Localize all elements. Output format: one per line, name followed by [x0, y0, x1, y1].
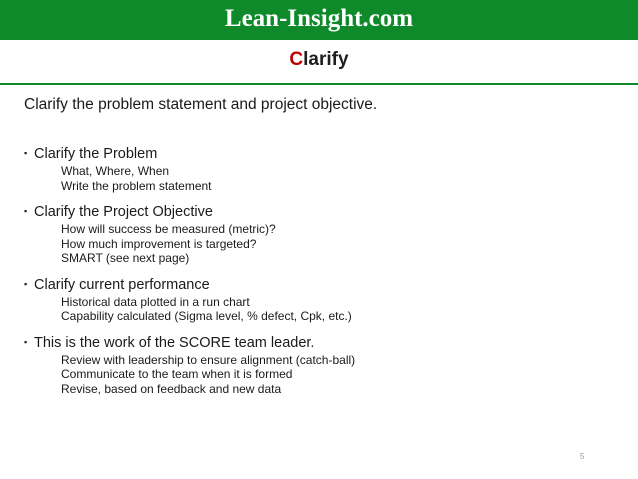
sub-item: How will success be measured (metric)?: [61, 222, 276, 236]
square-bullet-icon: ▪: [24, 336, 28, 347]
section-clarify-problem: [24, 144, 624, 193]
sub-item: SMART (see next page): [61, 251, 190, 265]
section-clarify-objective: [24, 202, 624, 266]
bullet-heading-text: This is the work of the SCORE team leader.: [34, 334, 315, 351]
site-name: Lean-Insight.com: [224, 5, 414, 32]
bullet-heading: [24, 202, 624, 222]
intro-text: Clarify the problem statement and project objective.: [24, 96, 378, 113]
bullet-heading: [24, 275, 624, 295]
bullet-heading-text: Clarify current performance: [34, 276, 210, 293]
bullet-heading: [24, 333, 624, 353]
sub-item: What, Where, When: [61, 164, 170, 178]
sub-item: Review with leadership to ensure alignment (catch-ball): [61, 352, 356, 367]
site-banner: [0, 0, 638, 40]
sub-item: Historical data plotted in a run chart: [61, 294, 250, 309]
sub-item: Communicate to the team when it is formed: [61, 367, 293, 381]
slide-title: [0, 49, 638, 71]
sub-item: Capability calculated (Sigma level, % defect, Cpk, etc.): [61, 309, 352, 323]
bullet-list: [24, 144, 624, 405]
bullet-heading-text: Clarify the Project Objective: [34, 204, 213, 220]
section-clarify-performance: [24, 275, 624, 324]
square-bullet-icon: ▪: [24, 206, 28, 216]
page-number: 5: [580, 452, 585, 461]
title-first-letter: C: [289, 49, 304, 70]
section-team-leader: [24, 333, 624, 397]
title-rest: larify: [303, 49, 349, 70]
square-bullet-icon: ▪: [24, 278, 28, 289]
sub-item: Revise, based on feedback and new data: [61, 381, 282, 396]
bullet-heading-text: Clarify the Problem: [34, 146, 158, 162]
bullet-heading: [24, 144, 624, 164]
title-divider: [0, 83, 638, 85]
sub-item: Write the problem statement: [61, 178, 212, 193]
sub-item: How much improvement is targeted?: [61, 236, 257, 251]
square-bullet-icon: ▪: [24, 148, 28, 158]
